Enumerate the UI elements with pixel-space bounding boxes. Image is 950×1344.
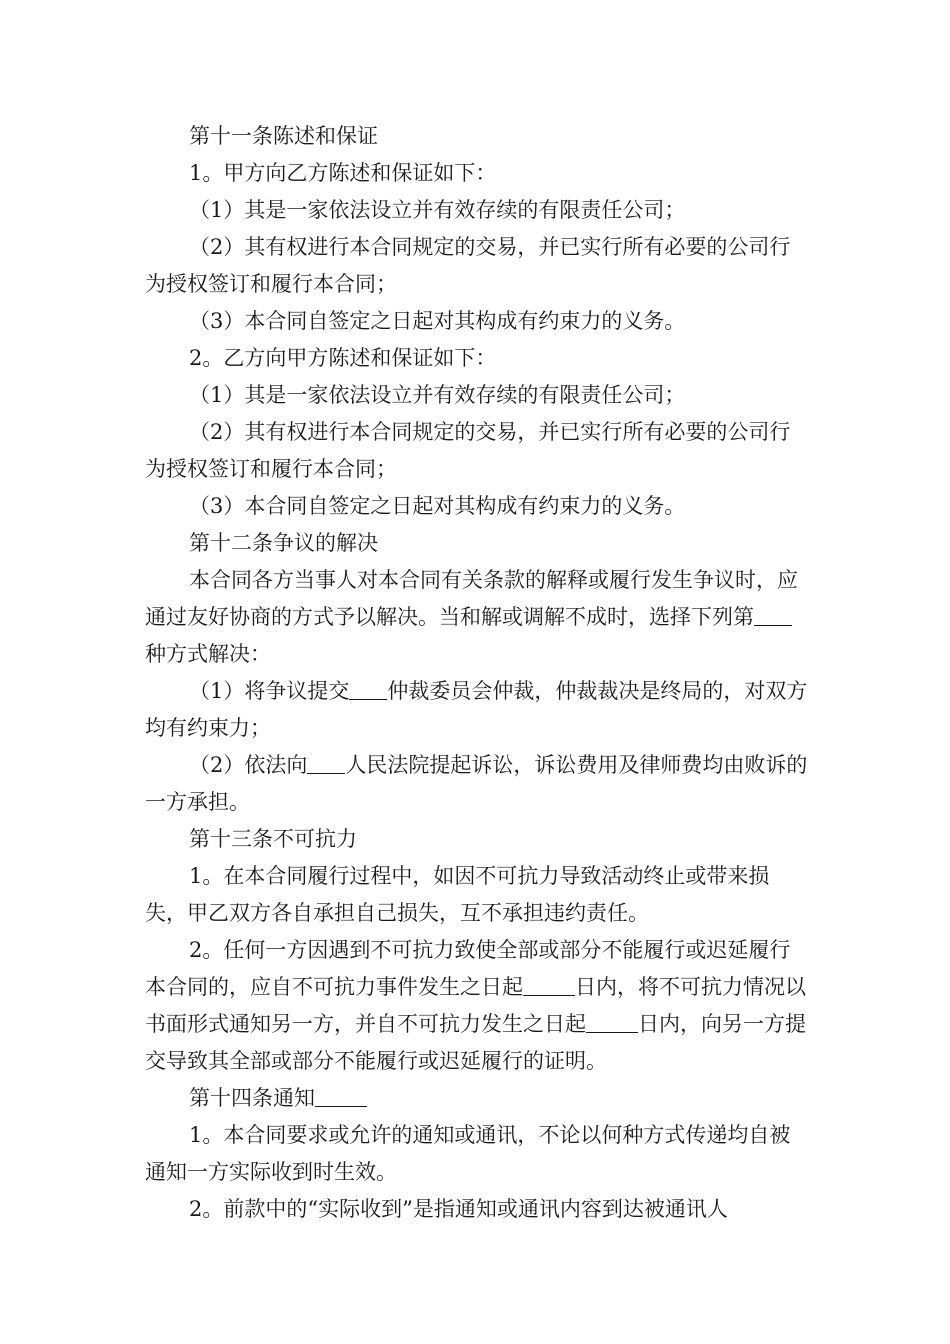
document-body [145,118,810,1228]
article-12-title: 第十二条争议的解决 [189,531,378,555]
article-11-clause-1-item-1: （1）其是一家依法设立并有效存续的有限责任公司； [189,198,686,222]
article-14-title [145,1080,810,1117]
article-12-item-1-text-a: （1）将争议提交 [189,679,350,703]
article-11-clause-1-item-2: （2）其有权进行本合同规定的交易，并已实行所有必要的公司行为授权签订和履行本合同； [145,235,791,296]
article-11-clause-1-item-3: （3）本合同自签定之日起对其构成有约束力的义务。 [189,309,686,333]
article-12-item-1 [145,673,810,747]
article-11-title: 第十一条陈述和保证 [189,124,378,148]
fill-blank-method-number [754,603,792,626]
fill-blank-proof-days [586,1010,638,1033]
article-11-clause-2: 2。乙方向甲方陈述和保证如下： [189,346,497,370]
article-13-clause-1: 1。在本合同履行过程中，如因不可抗力导致活动终止或带来损失，甲乙双方各自承担自己损失，互不承担违约责任。 [145,864,770,925]
article-14-clause-1: 1。本合同要求或允许的通知或通讯，不论以何种方式传递均自被通知一方实际收到时生效。 [145,1123,791,1184]
article-14-clause-2: 2。前款中的“实际收到”是指通知或通讯内容到达被通讯人 [189,1197,728,1221]
article-11-clause-2-item-1: （1）其是一家依法设立并有效存续的有限责任公司； [189,383,686,407]
article-11-clause-1: 1。甲方向乙方陈述和保证如下： [189,161,497,185]
article-12-item-2-text-a: （2）依法向 [189,753,308,777]
fill-blank-notice-title [315,1084,367,1107]
fill-blank-arbitration-commission [349,677,387,700]
article-13-title: 第十三条不可抗力 [189,827,357,851]
fill-blank-court [307,751,345,774]
fill-blank-notice-days [523,973,575,996]
article-12-body [145,562,810,673]
article-12-body-text-a: 本合同各方当事人对本合同有关条款的解释或履行发生争议时，应通过友好协商的方式予以解决。当和解或调解不成时，选择下列第 [145,568,798,629]
article-12-body-text-b: 种方式解决： [145,642,271,666]
article-14-title-text: 第十四条通知 [189,1086,315,1110]
article-13-clause-2 [145,932,810,1080]
article-12-item-2-text-b: 人民法院提起诉讼，诉讼费用及律师费均由败诉的一方承担。 [145,753,808,814]
article-13-clause-2-text-a: 2。任何一方因遇到不可抗力致使全部或部分不能履行或迟延履行本合同的，应自不可抗力事件发生之日起 [145,938,791,999]
article-13-clause-2-text-b: 日内，将不可抗力情况以书面形式通知另一方，并自不可抗力发生之日起 [145,975,806,1036]
article-12-item-2 [145,747,810,821]
article-12-item-1-text-b: 仲裁委员会仲裁，仲裁裁决是终局的，对双方均有约束力； [145,679,808,740]
article-13-clause-2-text-c: 日内，向另一方提交导致其全部或部分不能履行或迟延履行的证明。 [145,1012,806,1073]
article-11-clause-2-item-3: （3）本合同自签定之日起对其构成有约束力的义务。 [189,494,686,518]
article-11-clause-2-item-2: （2）其有权进行本合同规定的交易，并已实行所有必要的公司行为授权签订和履行本合同； [145,420,791,481]
